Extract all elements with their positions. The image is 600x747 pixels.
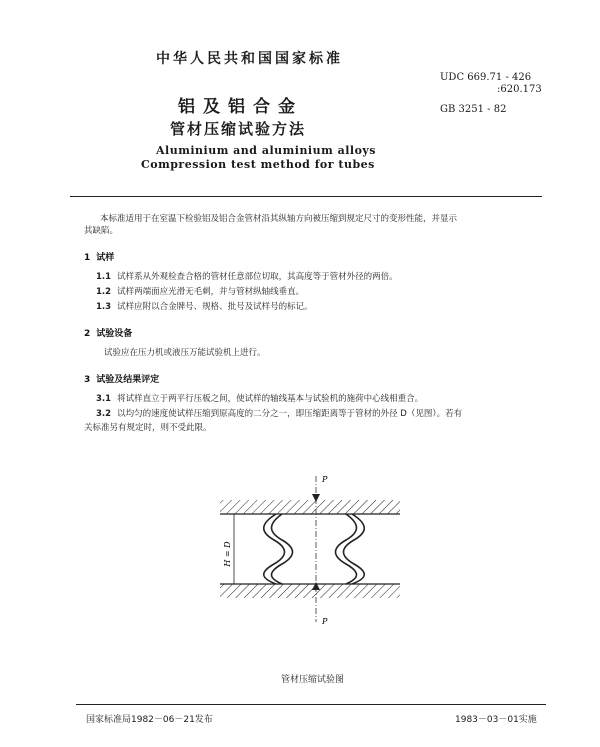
item-text: 将试样直立于两平行压板之间，使试样的轴线基本与试验机的施荷中心线相重合。: [117, 394, 424, 404]
intro-line2: 其缺陷。: [84, 226, 119, 236]
specimen-left-outer-wall: [264, 514, 285, 584]
title-cn-line2: 管材压缩试验方法: [170, 120, 307, 138]
effective-date: 1983－03－01实施: [455, 715, 537, 725]
dimension-label: H = D: [223, 541, 232, 567]
item-text: 试样应附以合金牌号、规格、批号及试样号的标记。: [117, 302, 313, 312]
item-number: 1.2: [96, 287, 112, 297]
load-label-top: P: [322, 475, 328, 484]
section-2-title: 试验设备: [96, 329, 133, 339]
issued-date: 国家标准局1982－06－21发布: [86, 715, 213, 725]
specimen-right-inner-wall: [336, 514, 357, 584]
specimen-right-outer-wall: [344, 514, 365, 584]
top-platen-hatch: [220, 500, 400, 514]
item-number: 1.1: [96, 272, 112, 282]
section-1-title: 试样: [96, 253, 115, 263]
item-1-2: [96, 285, 304, 297]
item-text: 以均匀的速度使试样压缩到原高度的二分之一，即压缩距离等于管材的外径 D（见图）。若有: [117, 409, 463, 419]
item-number: 3.2: [96, 409, 112, 419]
section-3-continuation: 关标准另有规定时，则不受此限。: [84, 423, 212, 433]
item-number: 3.1: [96, 394, 112, 404]
footer-divider: [76, 704, 546, 705]
section-1-number: 1: [84, 253, 91, 263]
specimen-left-inner-wall: [272, 514, 293, 584]
section-2-number: 2: [84, 329, 91, 339]
section-3-heading: [84, 372, 159, 385]
item-text: 试样两端面应光滑无毛刺，并与管材纵轴线垂直。: [117, 287, 305, 297]
section-2-heading: [84, 326, 132, 339]
section-3-title: 试验及结果评定: [96, 375, 160, 385]
bottom-platen-hatch: [220, 584, 400, 598]
item-1-1: [96, 270, 398, 282]
item-3-1: [96, 392, 423, 404]
item-text: 试样系从外观检查合格的管材任意部位切取，其高度等于管材外径的两倍。: [117, 272, 398, 282]
header-divider: [70, 196, 542, 197]
title-cn-line1: 铝及铝合金: [178, 97, 303, 117]
udc-code-cont: :620.173: [497, 84, 542, 95]
item-1-3: [96, 300, 313, 312]
section-1-heading: [84, 250, 114, 263]
standard-body: 中华人民共和国国家标准: [156, 51, 343, 67]
title-en-line2: Compression test method for tubes: [141, 158, 375, 171]
compression-test-diagram: [200, 472, 420, 632]
title-en-line1: Aluminium and aluminium alloys: [156, 144, 376, 157]
intro-line1: 本标准适用于在室温下检验铝及铝合金管材沿其纵轴方向被压缩到规定尺寸的变形性能，并显示: [100, 214, 458, 224]
section-2-body: 试验应在压力机或液压万能试验机上进行。: [104, 348, 266, 358]
load-label-bottom: P: [322, 617, 328, 626]
figure-caption: 管材压缩试验图: [281, 675, 345, 685]
item-number: 1.3: [96, 302, 112, 312]
udc-code: UDC 669.71 - 426: [440, 72, 532, 83]
section-3-number: 3: [84, 375, 91, 385]
gb-number: GB 3251 - 82: [440, 104, 507, 115]
item-3-2: [96, 407, 462, 419]
